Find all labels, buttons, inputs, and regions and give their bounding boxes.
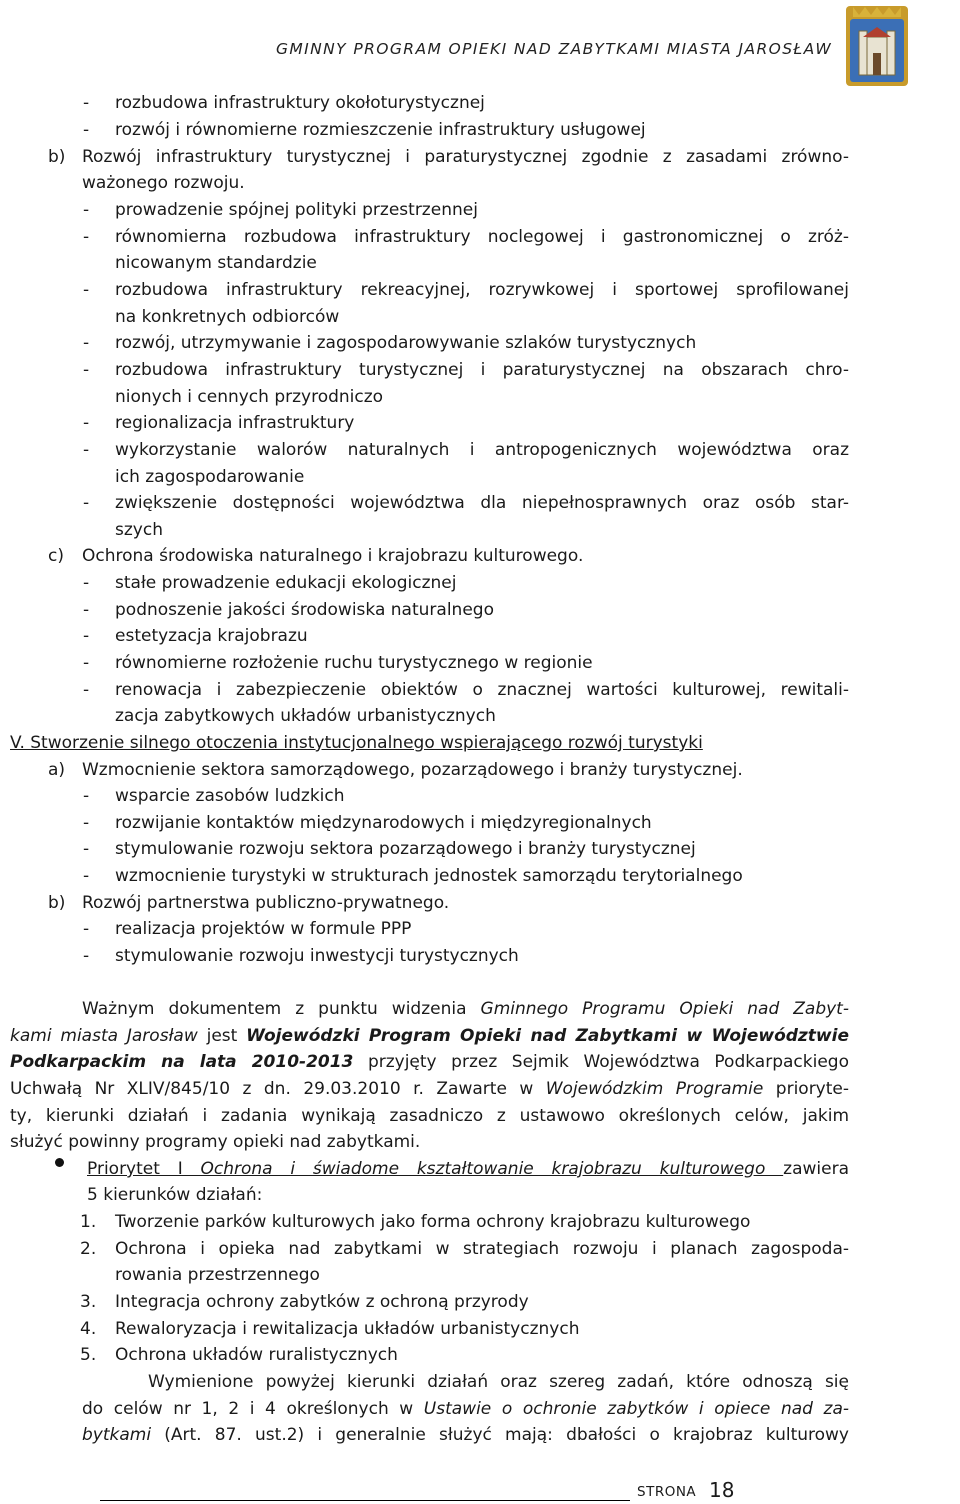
list-marker: b) <box>48 893 66 913</box>
list-dash: - <box>83 493 90 513</box>
list-item: stymulowanie rozwoju inwestycji turystycznych <box>115 946 519 966</box>
section-heading: Rozwój infrastruktury turystycznej i paraturystycznej zgodnie z zasadami zrówno- <box>82 147 849 167</box>
bullet-icon <box>55 1158 64 1167</box>
list-item: Ochrona i opieka nad zabytkami w strategiach rozwoju i planach zagospoda- <box>115 1239 849 1259</box>
paragraph-text: Uchwałą Nr XLIV/845/10 z dn. 29.03.2010 r. Zawarte w <box>10 1079 546 1099</box>
priority-text-italic: Ochrona i świadome kształtowanie krajobrazu kulturowego <box>200 1159 784 1179</box>
list-item: nicowanym standardzie <box>115 253 317 273</box>
list-dash: - <box>83 653 90 673</box>
list-marker: b) <box>48 147 66 167</box>
list-dash: - <box>83 227 90 247</box>
footer-page-label: STRONA <box>637 1484 697 1500</box>
list-item: nionych i cennych przyrodniczo <box>115 387 384 407</box>
list-dash: - <box>83 786 90 806</box>
list-item: równomierne rozłożenie ruchu turystycznego w regionie <box>115 653 593 673</box>
paragraph-text-bold-italic: Podkarpackim na lata 2010-2013 <box>10 1052 354 1072</box>
list-item: rozwój i równomierne rozmieszczenie infrastruktury usługowej <box>115 120 646 140</box>
paragraph-line <box>10 1076 849 1103</box>
list-dash: - <box>83 573 90 593</box>
list-item: rozbudowa infrastruktury okołoturystycznej <box>115 93 485 113</box>
list-item: stymulowanie rozwoju sektora pozarządowego i branży turystycznej <box>115 839 696 859</box>
footer-rule <box>100 1500 630 1501</box>
priority-text: Priorytet I <box>87 1159 201 1179</box>
section-heading: ważonego rozwoju. <box>82 173 245 193</box>
list-number: 2. <box>80 1239 97 1259</box>
list-dash: - <box>83 866 90 886</box>
list-item: Integracja ochrony zabytków z ochroną przyrody <box>115 1292 529 1312</box>
list-number: 4. <box>80 1319 97 1339</box>
list-item: rozwój, utrzymywanie i zagospodarowywanie szlaków turystycznych <box>115 333 697 353</box>
list-item: szych <box>115 520 163 540</box>
list-item: ich zagospodarowanie <box>115 467 305 487</box>
priority-line <box>87 1156 849 1183</box>
page-header-title: GMINNY PROGRAM OPIEKI NAD ZABYTKAMI MIASTA JAROSŁAW <box>276 40 833 58</box>
paragraph-text-italic: bytkami <box>82 1425 152 1445</box>
list-item: wykorzystanie walorów naturalnych i antropogenicznych województwa oraz <box>115 440 849 460</box>
list-dash: - <box>83 626 90 646</box>
list-dash: - <box>83 413 90 433</box>
paragraph-text-italic: kami miasta Jarosław <box>10 1026 198 1046</box>
footer-page-number: 18 <box>709 1478 735 1502</box>
list-number: 1. <box>80 1212 97 1232</box>
paragraph-line: Wymienione powyżej kierunki działań oraz szereg zadań, które odnoszą się <box>148 1372 849 1392</box>
paragraph-line <box>10 1023 849 1050</box>
priority-line: 5 kierunków działań: <box>87 1185 263 1205</box>
list-marker: c) <box>48 546 64 566</box>
list-item: renowacja i zabezpieczenie obiektów o znacznej wartości kulturowej, rewitali- <box>115 680 849 700</box>
paragraph-text: jest <box>197 1026 247 1046</box>
list-item: Ochrona układów ruralistycznych <box>115 1345 398 1365</box>
paragraph-text: Ważnym dokumentem z punktu widzenia <box>82 999 481 1019</box>
list-item: regionalizacja infrastruktury <box>115 413 355 433</box>
list-item: równomierna rozbudowa infrastruktury noclegowej i gastronomicznej o zróż- <box>115 227 849 247</box>
list-dash: - <box>83 93 90 113</box>
list-dash: - <box>83 813 90 833</box>
priority-text: zawiera <box>783 1159 849 1179</box>
paragraph-line: ty, kierunki działań i zadania wynikają zasadniczo z ustawowo określonych celów, jakim <box>10 1106 849 1126</box>
paragraph-line: służyć powinny programy opieki nad zabytkami. <box>10 1132 421 1152</box>
list-dash: - <box>83 200 90 220</box>
paragraph-text: przyjęty przez Sejmik Województwa Podkarpackiego <box>353 1052 849 1072</box>
list-dash: - <box>83 440 90 460</box>
paragraph-text: prioryte- <box>763 1079 850 1099</box>
list-number: 5. <box>80 1345 97 1365</box>
list-item: na konkretnych odbiorców <box>115 307 340 327</box>
list-dash: - <box>83 839 90 859</box>
paragraph-text-italic: Ustawie o ochronie zabytków i opiece nad za- <box>423 1399 849 1419</box>
list-item: wsparcie zasobów ludzkich <box>115 786 345 806</box>
paragraph-line <box>82 1422 849 1449</box>
list-item: estetyzacja krajobrazu <box>115 626 308 646</box>
list-dash: - <box>83 919 90 939</box>
coat-of-arms-icon <box>845 5 909 87</box>
list-dash: - <box>83 280 90 300</box>
paragraph-text-italic: Gminnego Programu Opieki nad Zabyt- <box>480 999 849 1019</box>
paragraph-line <box>82 996 849 1023</box>
list-dash: - <box>83 333 90 353</box>
list-dash: - <box>83 680 90 700</box>
section-heading: Ochrona środowiska naturalnego i krajobrazu kulturowego. <box>82 546 584 566</box>
list-item: rowania przestrzennego <box>115 1265 320 1285</box>
paragraph-line <box>10 1049 849 1076</box>
paragraph-line <box>82 1396 849 1423</box>
paragraph-text-italic: Wojewódzkim Programie <box>545 1079 764 1099</box>
list-dash: - <box>83 360 90 380</box>
list-item: stałe prowadzenie edukacji ekologicznej <box>115 573 457 593</box>
list-dash: - <box>83 120 90 140</box>
list-item: Tworzenie parków kulturowych jako forma ochrony krajobrazu kulturowego <box>115 1212 751 1232</box>
paragraph-text: (Art. 87. ust.2) i generalnie służyć mają: dbałości o krajobraz kulturowy <box>151 1425 849 1445</box>
list-item: podnoszenie jakości środowiska naturalnego <box>115 600 494 620</box>
section-title: V. Stworzenie silnego otoczenia instytucjonalnego wspierającego rozwój turystyki <box>10 733 703 753</box>
section-heading: Wzmocnienie sektora samorządowego, pozarządowego i branży turystycznej. <box>82 760 743 780</box>
list-item: Rewaloryzacja i rewitalizacja układów urbanistycznych <box>115 1319 580 1339</box>
list-item: rozbudowa infrastruktury turystycznej i paraturystycznej na obszarach chro- <box>115 360 849 380</box>
list-item: zacja zabytkowych układów urbanistycznych <box>115 706 496 726</box>
list-item: rozwijanie kontaktów międzynarodowych i międzyregionalnych <box>115 813 652 833</box>
list-item: realizacja projektów w formule PPP <box>115 919 412 939</box>
section-heading: Rozwój partnerstwa publiczno-prywatnego. <box>82 893 450 913</box>
list-item: prowadzenie spójnej polityki przestrzennej <box>115 200 478 220</box>
list-dash: - <box>83 946 90 966</box>
list-item: wzmocnienie turystyki w strukturach jednostek samorządu terytorialnego <box>115 866 743 886</box>
list-dash: - <box>83 600 90 620</box>
list-item: rozbudowa infrastruktury rekreacyjnej, rozrywkowej i sportowej sprofilowanej <box>115 280 849 300</box>
list-item: zwiększenie dostępności województwa dla niepełnosprawnych oraz osób star- <box>115 493 849 513</box>
paragraph-text: do celów nr 1, 2 i 4 określonych w <box>82 1399 424 1419</box>
paragraph-text-bold-italic: Wojewódzki Program Opieki nad Zabytkami w Województwie <box>246 1026 849 1046</box>
list-marker: a) <box>48 760 66 780</box>
list-number: 3. <box>80 1292 97 1312</box>
